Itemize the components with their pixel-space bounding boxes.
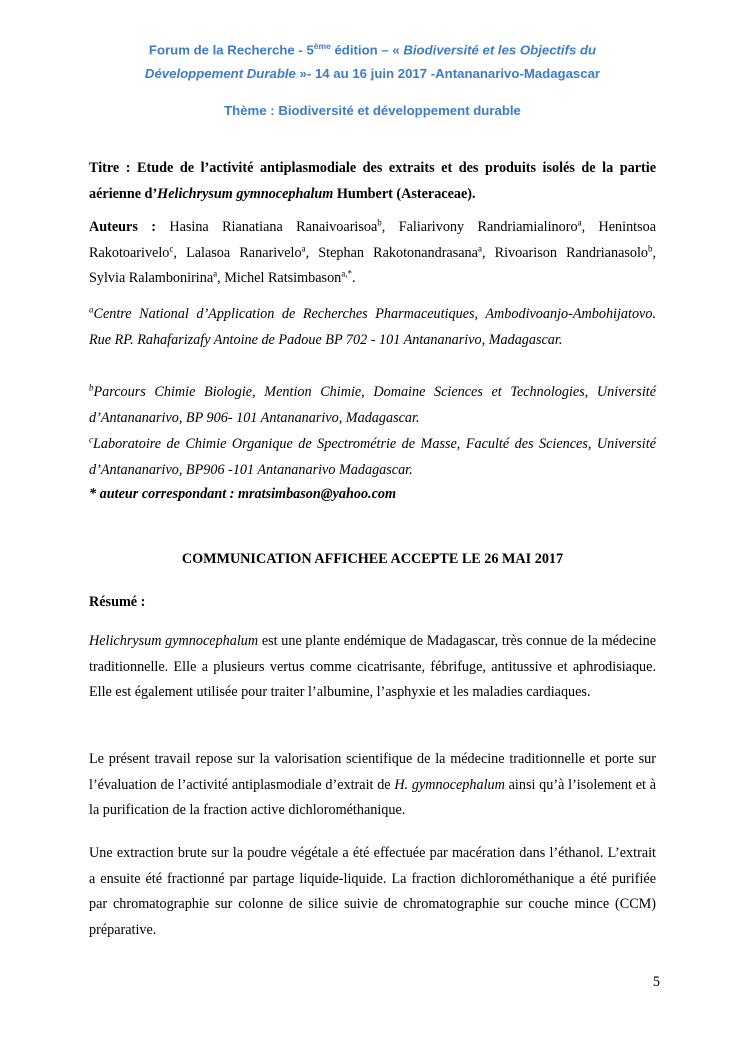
header-line-1: Forum de la Recherche - 5ème édition – « Biodiversité et les Objectifs du	[148, 41, 597, 58]
author-separator: ,	[581, 219, 599, 235]
author-affiliation-mark: b	[377, 217, 382, 228]
author-separator: ,	[305, 244, 319, 261]
author-name: Faliarivony Randriamialinoro	[398, 219, 578, 235]
author-separator: .	[352, 270, 356, 286]
author-separator: ,	[217, 270, 225, 286]
author-affiliation-mark: a,*	[341, 268, 353, 279]
author-name: Stephan Rakotonandrasana	[318, 244, 478, 261]
author-affiliation-mark: a	[301, 242, 306, 253]
paper-title: Titre : Etude de l’activité antiplasmodiale des extraits et des produits isolés de la partie aérienne d’Helichrysum gymnocephalum Humbert (Asteraceae).	[89, 160, 656, 202]
page-number: 5	[652, 974, 660, 990]
author-name: Hasina Rianatiana Ranaivoarisoa	[169, 219, 378, 235]
author-separator: ,	[173, 244, 187, 261]
author-separator: ,	[652, 244, 657, 261]
resume-heading: Résumé :	[89, 594, 146, 610]
header-line-2: Développement Durable »- 14 au 16 juin 2017 -Antananarivo-Madagascar	[144, 66, 601, 81]
author-name: Lalasoa Ranarivelo	[186, 244, 302, 261]
author-name: Henintsoa Rakotoarivelo	[89, 219, 657, 261]
affiliation-a: $^a$Centre National d’Application de Recherches Pharmaceutiques, Ambodivoanjo-Ambohijatovo. Rue RP. Rahafarizafy Antoine de Padoue BP 702 - 101 Antananarivo, Madagascar.	[89, 304, 656, 348]
author-affiliation-mark: a	[477, 242, 482, 253]
author-name: Rivoarison Randrianasolo	[494, 244, 649, 261]
author-name: Sylvia Ralambonirina	[89, 270, 214, 286]
affiliation-b: $^b$Parcours Chimie Biologie, Mention Chimie, Domaine Sciences et Technologies, Université d’Antananarivo, BP 906- 101 Antananarivo, Madagascar.	[89, 382, 656, 426]
corresponding-author: * auteur correspondant : mratsimbason@yahoo.com	[89, 486, 397, 502]
resume-paragraph-1: Helichrysum gymnocephalum est une plante endémique de Madagascar, très connue de la médecine traditionnelle. Elle a plusieurs vertus comme cicatrisante, fébrifuge, antitussive et aphrodisiaque. Elle est également utilisée pour traiter l’albumine, l’asphyxie et les maladies cardiaques.	[89, 633, 656, 700]
author-separator: ,	[381, 219, 399, 235]
communication-status: COMMUNICATION AFFICHEE ACCEPTE LE 26 MAI 2017	[181, 551, 564, 567]
authors-list: Auteurs : Hasina Rianatiana Ranaivoarisoa$^b$, Faliarivony Randriamialinoro$^a$, Henintsoa Rakotoarivelo$^c$, Lalasoa Ranarivelo$^a$, Stephan Rakotonandrasana$^a$, Rivoarison Randrianasolo$^b$, Sylvia Ralambonirina$^a$, Michel Ratsimbason$^{a,*}$.	[89, 217, 657, 286]
author-affiliation-mark: b	[648, 242, 653, 253]
author-affiliation-mark: a	[213, 268, 218, 279]
author-affiliation-mark: a	[577, 217, 582, 228]
author-affiliation-mark: c	[169, 242, 174, 253]
affiliation-c: $^c$Laboratoire de Chimie Organique de Spectrométrie de Masse, Faculté des Sciences, Université d’Antananarivo, BP906 -101 Antananarivo Madagascar.	[89, 434, 656, 478]
theme-line: Thème : Biodiversité et développement durable	[224, 103, 521, 118]
author-name: Michel Ratsimbason	[224, 270, 342, 286]
author-separator: ,	[481, 244, 495, 261]
resume-paragraph-2: Le présent travail repose sur la valorisation scientifique de la médecine traditionnelle et porte sur l’évaluation de l’activité antiplasmodiale d’extrait de H. gymnocephalum ainsi qu’à l’isolement et à la purification de la fraction active dichlorométhanique.	[89, 751, 656, 818]
resume-paragraph-3: Une extraction brute sur la poudre végétale a été effectuée par macération dans l’éthanol. L’extrait a ensuite été fractionné par partage liquide-liquide. La fraction dichlorométhanique a été purifiée par chromatographie sur colonne de silice suivie de chromatographie sur couche mince (CCM) préparative.	[89, 845, 656, 938]
